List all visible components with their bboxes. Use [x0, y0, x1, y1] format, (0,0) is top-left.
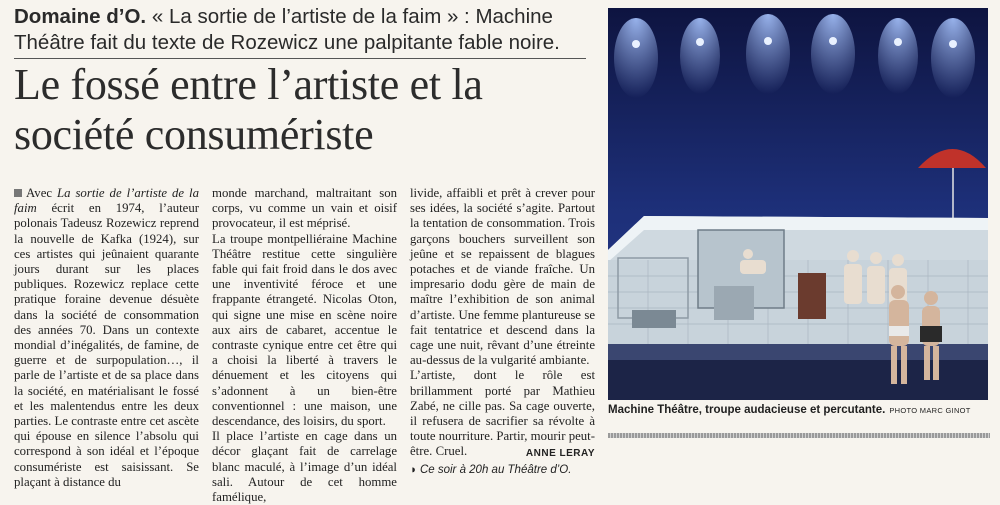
body-text-col3-b: L’artiste, dont le rôle est brillamment porté par Mathieu Zabé, ne cille pas. Sa cage ouverte, il refusera de sacrifier sa révolte à toute nourriture. Partir, mourir peut-être. Cruel.: [410, 368, 595, 459]
author-signature: ANNE LERAY: [525, 447, 595, 459]
body-text-col2-b: La troupe montpelliéraine Machine Théâtre restitue cette singulière fable qui fait froid dans le dos avec une inventivité féroce et une frappante étrangeté. Nicolas Oton, qui signe une mise en scène noire aux airs de cabaret, accentue le contraste cynique entre cet être qui a choisi la liberté à travers le dénuement et les citoyens qui s’adonnent à un bien-être conventionnel : une maison, une descendance, des loisirs, du sport.: [212, 231, 397, 429]
play-title: La sortie de l’artiste de la faim: [14, 186, 200, 216]
lead-prefix: Avec: [26, 186, 57, 200]
kicker-domain: Domaine d’O.: [14, 5, 147, 28]
photo-credit: PHOTO MARC GINOT: [889, 406, 971, 415]
body-text-col2-a: monde marchand, maltraitant son corps, vu comme un vain et oisif provocateur, il est méprisé.: [212, 186, 397, 231]
practical-note: [410, 463, 595, 478]
body-text-col2-c: Il place l’artiste en cage dans un décor glaçant fait de carrelage blanc maculé, à l’image d’un idéal sali. Autour de cet homme famélique,: [212, 429, 397, 505]
stage-floor: [608, 344, 988, 400]
caption-divider: [608, 433, 990, 438]
article-column-2: [212, 186, 397, 505]
paragraph-bullet-icon: [14, 189, 22, 197]
kicker-text: « La sortie de l’artiste de la faim » : Machine Théâtre fait du texte de Rozewicz une palpitante fable noire.: [14, 5, 560, 54]
photo-caption: [608, 403, 993, 418]
stage-photo: [608, 8, 988, 400]
photo-caption-text: Machine Théâtre, troupe audacieuse et percutante.: [608, 404, 886, 416]
body-text-col1: écrit en 1974, l’auteur polonais Tadeusz Rozewicz reprend la nouvelle de Kafka (1924), sur ces artistes qui jeûnaient quarante jours durant sur les places publiques. Rozewicz replace cette pratique foraine devenue désuète dans la société de consommation des années 70. Dans un contexte mondial d’inégalités, de famine, de guerre et de surpopulation…, il parle de l’artiste et de sa place dans la société, en matérialisant le fossé et les malentendus entre les deux parties. Le contraste entre cet ascète qui épouse en silence l’absolu qui correspond à son idéal et l’époque consumériste est saisissant. Se plaçant à distance du: [14, 201, 199, 489]
body-text-col3-a: livide, affaibli et prêt à crever pour ses idées, la société s’agite. Partout la tentation de consommation. Trois garçons bouchers surveillent son jeûne et se repaissent de blagues potaches et de viande fraîche. Un impresario dodu gère de main de maître l’exhibition de son animal d’artiste. Une femme plantureuse se fait tentatrice et descend dans la cage une nuit, rêvant d’une étreinte au-dessus de la vulgarité ambiante.: [410, 186, 595, 368]
kicker: [14, 4, 586, 56]
practical-note-text: Ce soir à 20h au Théâtre d’O.: [419, 463, 572, 476]
kicker-divider: [14, 58, 586, 59]
headline: Le fossé entre l’artiste et la société consumériste: [14, 60, 483, 159]
arrow-icon: ◗: [410, 463, 417, 476]
stage-photo-illustration: [608, 8, 988, 400]
article-column-1: [14, 186, 199, 490]
article-column-3: [410, 186, 595, 478]
